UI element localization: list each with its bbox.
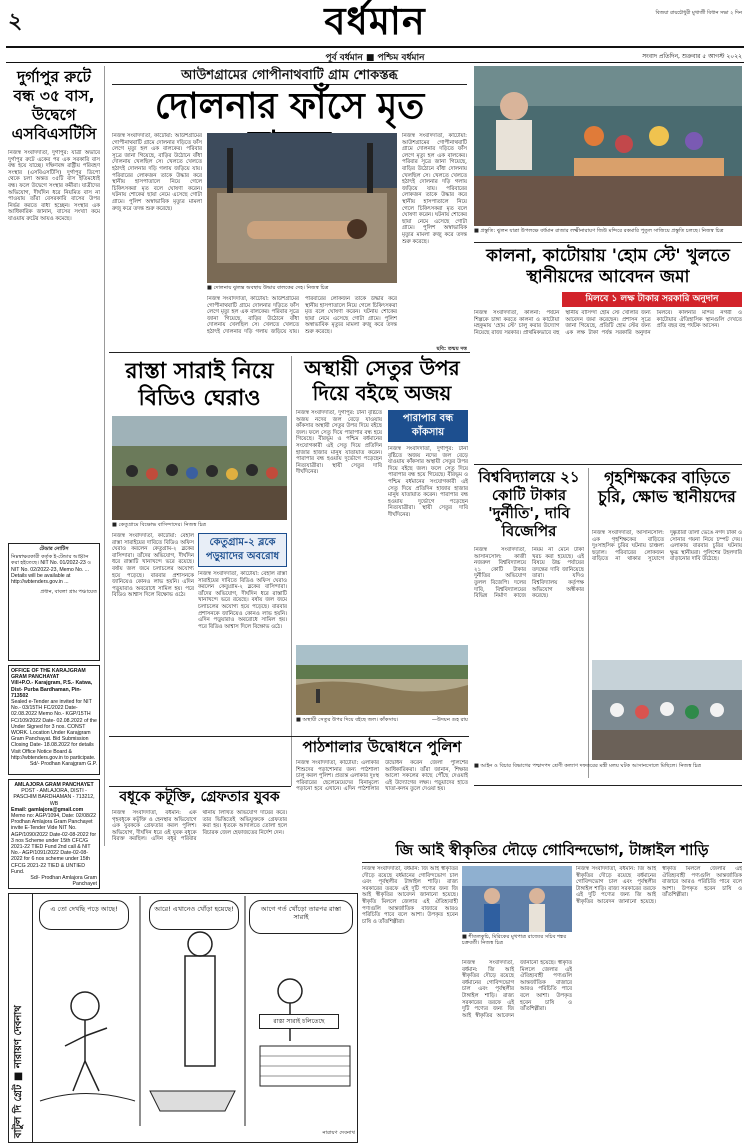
bridge-headline: অস্থায়ী সেতুর উপর দিয়ে বইছে অজয় — [304, 356, 460, 405]
notice3-body: Prodhan Amlajora Gram Panchayet invite E-Tender Vide NIT No. AGP/1090/2022 Date-02-08-2022 for 3 nos Scheme under 15th CFC/G 2021-22 TIED Fund 2nd call & NIT No.- AGP/1091/2022 Date-02-08-2022 for 6 nos scheme under 15th CFCG 2021-22 TIED & UNTIED Fund. — [11, 819, 97, 875]
dolna-headline: দোলনার ফাঁসে মৃত — [154, 86, 425, 127]
cartoon-credit: নারায়ণ দেবনাথ — [322, 1130, 355, 1136]
bridge-body-left: নিজস্ব সংবাদদাতা, দুর্গাপুর: টানা বৃষ্টিতে অজয় নদের জল বেড়ে যাওয়ায় কাঁকসার অস্থায়ী সেতুর উপর দিয়ে বইছে জল। ফলে সেতু দিয়ে পারাপার বন্ধ হয়ে গিয়েছে। বীরভূম ও পশ্চিম বর্ধমানের সংযোগকারী এই সেতু দিয়ে প্রতিদিন হাজার হাজার মানুষ যাতায়াত করেন। পারাপার বন্ধ হওয়ায় দুর্ভোগে পড়েছেন নিত্যযাত্রীরা। স্থায়ী সেতুর দাবি দীর্ঘদিনের। — [296, 410, 382, 476]
road-headline: রাস্তা সারাই নিয়ে বিডিও ঘেরাও — [125, 359, 274, 411]
cartoon-bubble-1: এ তো দেখছি পড়ে আছে! — [39, 900, 129, 930]
theft-body: নিজস্ব সংবাদদাতা, আসানসোল: এক গৃহশিক্ষকের বাড়িতে দুঃসাহসিক চুরির ঘটনায় চাঞ্চল্য ছড়াল। পরিবারের লোকজন বাড়িতে না থাকার সুযোগে দুষ্কৃতীরা তালা ভেঙে নগদ টাকা ও সোনার গয়না নিয়ে চম্পট দেয়। এলাকায় বারবার চুরির ঘটনায় ক্ষুব্ধ স্থানীয়রা। পুলিশের টহলদারি বাড়ানোর দাবি উঠেছে। — [592, 530, 742, 563]
university-body: নিজস্ব সংবাদদাতা, আসানসোল: কাজী নজরুল বিশ্ববিদ্যালয়ে ২১ কোটি টাকার দুর্নীতির অভিযোগ তুলল বিজেপি। দলের দাবি, বিশ্ববিদ্যালয়ের বিভিন্ন নির্মাণ কাজে নিয়ম না মেনে টাকা খরচ করা হয়েছে। এই বিষয়ে উচ্চ পর্যায়ের তদন্তের দাবি জানিয়েছে তারা। যদিও বিশ্ববিদ্যালয় কর্তৃপক্ষ অভিযোগ অস্বীকার করেছে। — [474, 547, 584, 600]
center-divider-1 — [109, 352, 470, 353]
notice3-heading: AMLAJORA GRAM PANCHAYET — [14, 782, 94, 788]
dolna-kicker-rule — [112, 84, 467, 85]
gi-body-left: নিজস্ব সংবাদদাতা, বর্ধমান: জি আই স্বীকৃতির দৌড়ে রয়েছে বর্ধমানের গোবিন্দভোগ চাল এবং পূর্বস্থলীর টাঙ্গাইল শাড়ি। রাজ্য সরকারের তরফে এই দুটি পণ্যের জন্য জি আই স্বীকৃতির আবেদন জানানো হয়েছে। স্বীকৃতি মিললে জেলার এই ঐতিহ্যবাহী পণ্যগুলি আন্তর্জাতিক বাজারে আরও পরিচিতি পাবে বলে আশা। উপকৃত হবেন চাষি ও তাঁতশিল্পীরা। — [362, 866, 458, 925]
road-photo — [112, 416, 287, 520]
arrest-rule — [109, 786, 291, 787]
road-inset-headline: কেতুগ্রাম-২ ব্লকে পড়ুয়াদের অবরোধ — [205, 537, 280, 562]
road-bridge-divider — [291, 356, 292, 786]
durgapur-body: নিজস্ব সংবাদদাতা, দুর্গাপুর: যাত্রী অভাবে দুর্গাপুর রুটে একের পর এক সরকারি বাস বন্ধ হয়ে যাচ্ছে। দক্ষিণবঙ্গ রাষ্ট্রীয় পরিবহণ সংস্থার (এসবিএসটিসি) দুর্গাপুর ডিপো থেকে চলা অন্তত ৩৫টি বাস ইতিমধ্যেই বন্ধ। ফলে উদ্বেগে সংস্থার কর্মীরা। যাত্রীদের অভিযোগ, দীর্ঘদিন ধরে নিয়মিত বাস না পাওয়ায় তাঁরা বেসরকারি বাসের উপর নির্ভর করতে বাধ্য হচ্ছেন। সংস্থার এক আধিকারিক জানান, বাসের সংখ্যা কমে যাওয়ায় রুটের আয়ও কমেছে। — [8, 150, 100, 222]
cartoon-sign: রাস্তা সারাই চলিতেছে — [259, 1014, 339, 1029]
bridge-caption: ■ অস্থায়ী সেতুর উপর দিয়ে বইছে জল। কাঁকসায়। — [296, 717, 399, 723]
bridge-subhead: পারাপার বন্ধ কাঁকসায় — [402, 413, 454, 438]
dolna-kicker: আউশগ্রামের গোপীনাথবাটি গ্রাম শোকস্তব্ধ — [181, 68, 398, 83]
bridge-credit: —উদয়ন গুহ রায় — [431, 717, 468, 723]
arrest-body: নিজস্ব সংবাদদাতা, বর্ধমান: এক গৃহবধূকে কটূক্তি ও হেনস্থার অভিযোগে এক যুবককে গ্রেফতার করল পুলিশ। অভিযোগ, দীর্ঘদিন ধরে ওই যুবক বধূকে বিরক্ত করছিল। এদিন বধূর পরিবার থানায় লিখিত অভিযোগ দায়ের করে। তার ভিত্তিতেই অভিযুক্তকে গ্রেফতার করা হয়। ধৃতকে আদালতে তোলা হলে বিচারক জেল হেফাজতের নির্দেশ দেন। — [112, 810, 287, 843]
police-rule — [109, 736, 469, 737]
cartoon-bubble-3: আগে গর্ত খোঁড়ো তারপর রাস্তা সারাই — [249, 900, 353, 934]
road-body-left: নিজস্ব সংবাদদাতা, কাটোয়া: বেহাল রাস্তা সারাইয়ের দাবিতে বিডিও অফিস ঘেরাও করলেন কেতুগ্রাম-২ ব্লকের বাসিন্দারা। তাঁদের অভিযোগ, দীর্ঘদিন ধরে রাস্তাটি খানাখন্দে ভরে রয়েছে। বর্ষায় জল জমে চলাচলের অযোগ্য হয়ে পড়েছে। বারবার প্রশাসনকে জানিয়েও কোনও লাভ হয়নি। এদিন পড়ুয়ারাও অবরোধে সামিল হয়। পরে বিডিও আশ্বাস দিলে বিক্ষোভ ওঠে। — [112, 533, 194, 599]
cartoon-frame — [8, 893, 358, 1143]
notice1-body: নিম্নস্বাক্ষরকারী কর্তৃক ই-টেন্ডার আহ্বান করা হইতেছে। NIT No. 01/2022-23 ও NIT No. 02/2022-23, Memo No. ... Details will be available at http://wbtenders.gov.in ... — [11, 554, 92, 586]
university-box-border — [474, 464, 742, 465]
dolna-body-left: নিজস্ব সংবাদদাতা, কাটোয়া: আউশগ্রামের গোপীনাথবাটি গ্রামে দোলনার দড়িতে ফাঁস লেগে মৃত্যু হল এক বালকের। পরিবার সূত্রে জানা গিয়েছে, বাড়ির উঠোনে বাঁধা দোলনায় খেলছিল সে। খেলতে খেলতে হঠাৎই দোলনার দড়ি গলায় জড়িয়ে যায়। পরিবারের লোকজন তাকে উদ্ধার করে স্থানীয় হাসপাতালে নিয়ে গেলে চিকিৎসকরা মৃত বলে ঘোষণা করেন। ঘটনায় শোকের ছায়া নেমে এসেছে গোটা গ্রামে। পুলিশ অস্বাভাবিক মৃত্যুর মামলা রুজু করে তদন্ত শুরু করেছে। — [112, 133, 202, 212]
left-column-divider — [104, 66, 105, 846]
gi-headline: জি আই স্বীকৃতির দৌড়ে গোবিন্দভোগ, টাঙ্গাইল শাড়ি — [395, 841, 709, 859]
arrest-headline: বধূকে কটূক্তি, গ্রেফতার যুবক — [119, 789, 280, 805]
masthead-title: বর্ধমান — [324, 0, 426, 43]
road-photo-illustration — [112, 416, 287, 520]
bridge-subhead-banner — [388, 410, 468, 442]
notice2-body: Sealed e-Tender are invited for NIT No.- 03/15TH FC/2022 Date-02.08.2022 Memo No.- KGP/15TH FC/109/2022 Date- 02.08.2022 of the Under Signed for 3 nos. CONST WORK. Location Under Karajgram Gram Panchayat. Bid Submission Closing Date- 18.08.2022 for details Visit Office Notice Board & http://wbtenders.gov.in to participate. — [11, 699, 97, 761]
bridge-photo-illustration — [296, 645, 468, 715]
edition-info: বিজয়া রায়চৌধুরী মুখার্জী বিধান সভা ২ দিন — [655, 10, 742, 16]
notice2-signature: Sd/- Prodhan Karajgram G.P. — [29, 761, 97, 768]
kalna-photo — [474, 66, 742, 226]
notice1-signature: প্রধান, বাবলা গ্রাম পঞ্চায়েত — [40, 589, 97, 596]
dolna-byline: ছবি: তন্ময় দত্ত — [436, 346, 467, 352]
tender-notice-2 — [8, 665, 100, 775]
theft-caption: ■ আইন ও বিচার বিভাগের পশ্চাদপদ শ্রেণী কল্যাণ দফতরের মন্ত্রী মলয় ঘটক আসানসোলে মিছিলে। নিজস্ব চিত্র — [474, 763, 702, 769]
gi-photo — [462, 866, 572, 932]
durgapur-headline: দুর্গাপুর রুটে বন্ধ ৩৫ বাস, উদ্বেগে এসবিএসটিসি — [11, 68, 97, 143]
gi-photo-illustration — [462, 866, 572, 932]
gi-body-middle: নিজস্ব সংবাদদাতা, বর্ধমান: জি আই স্বীকৃতির দৌড়ে রয়েছে বর্ধমানের গোবিন্দভোগ চাল এবং পূর্বস্থলীর টাঙ্গাইল শাড়ি। রাজ্য সরকারের তরফে এই দুটি পণ্যের জন্য জি আই স্বীকৃতির আবেদন জানানো হয়েছে। স্বীকৃতি মিললে জেলার এই ঐতিহ্যবাহী পণ্যগুলি আন্তর্জাতিক বাজারে আরও পরিচিতি পাবে বলে আশা। উপকৃত হবেন চাষি ও তাঁতশিল্পীরা। — [462, 960, 572, 1019]
dolna-photo — [207, 133, 397, 283]
masthead-date: সংবাদ প্রতিদিন, শুক্রবার ৫ আগস্ট ২০২২ — [642, 53, 742, 60]
road-inset-box — [198, 533, 287, 567]
theft-headline: গৃহশিক্ষকের বাড়িতে চুরি, ক্ষোভ স্থানীয়দের — [598, 468, 736, 506]
cartoon-bubble-2: আরে! এখানেও খোঁড়া হয়েছে! — [149, 900, 239, 930]
notice1-heading: টেন্ডার নোটিস — [39, 546, 69, 552]
university-headline: বিশ্ববিদ্যালয়ে ২১ কোটি টাকার 'দুর্নীতি', দাবি বিজেপির — [478, 468, 580, 540]
bridge-body-right: নিজস্ব সংবাদদাতা, দুর্গাপুর: টানা বৃষ্টিতে অজয় নদের জল বেড়ে যাওয়ায় কাঁকসার অস্থায়ী সেতুর উপর দিয়ে বইছে জল। ফলে সেতু দিয়ে পারাপার বন্ধ হয়ে গিয়েছে। বীরভূম ও পশ্চিম বর্ধমানের সংযোগকারী এই সেতু দিয়ে প্রতিদিন হাজার হাজার মানুষ যাতায়াত করেন। পারাপার বন্ধ হওয়ায় দুর্ভোগে পড়েছেন নিত্যযাত্রীরা। স্থায়ী সেতুর দাবি দীর্ঘদিনের। — [388, 446, 468, 518]
page-number: ২ — [8, 8, 23, 34]
masthead-rule — [6, 46, 744, 48]
gi-body-right: নিজস্ব সংবাদদাতা, বর্ধমান: জি আই স্বীকৃতির দৌড়ে রয়েছে বর্ধমানের গোবিন্দভোগ চাল এবং পূর্বস্থলীর টাঙ্গাইল শাড়ি। রাজ্য সরকারের তরফে এই দুটি পণ্যের জন্য জি আই স্বীকৃতির আবেদন জানানো হয়েছে। স্বীকৃতি মিললে জেলার এই ঐতিহ্যবাহী পণ্যগুলি আন্তর্জাতিক বাজারে আরও পরিচিতি পাবে বলে আশা। উপকৃত হবেন চাষি ও তাঁতশিল্পীরা। — [576, 866, 742, 905]
tender-notice-3 — [8, 779, 100, 889]
notice3-memo: Memo no: AGP/1094, Date: 02/08/22 — [11, 813, 97, 820]
notice2-heading: OFFICE OF THE KARAJGRAM GRAM PANCHAYAT — [11, 668, 86, 681]
masthead-rule-bottom — [6, 62, 744, 63]
bridge-photo — [296, 645, 468, 715]
theft-photo — [592, 660, 742, 760]
dolna-body-right: নিজস্ব সংবাদদাতা, কাটোয়া: আউশগ্রামের গোপীনাথবাটি গ্রামে দোলনার দড়িতে ফাঁস লেগে মৃত্যু হল এক বালকের। পরিবার সূত্রে জানা গিয়েছে, বাড়ির উঠোনে বাঁধা দোলনায় খেলছিল সে। খেলতে খেলতে হঠাৎই দোলনার দড়ি গলায় জড়িয়ে যায়। পরিবারের লোকজন তাকে উদ্ধার করে স্থানীয় হাসপাতালে নিয়ে গেলে চিকিৎসকরা মৃত বলে ঘোষণা করেন। ঘটনায় শোকের ছায়া নেমে এসেছে গোটা গ্রামে। পুলিশ অস্বাভাবিক মৃত্যুর মামলা রুজু করে তদন্ত শুরু করেছে। — [402, 133, 467, 245]
masthead-subtitle: পূর্ব বর্ধমান ■ পশ্চিম বর্ধমান — [325, 53, 425, 63]
notice3-signature: Sd/- Prodhan Amlajora Gram Panchayet — [30, 875, 97, 888]
police-headline: পাঠশালার উদ্বোধনে পুলিশ — [302, 738, 462, 756]
road-caption: ■ কেতুগ্রামে বিক্ষোভ বাসিন্দাদের। নিজস্ব চিত্র — [112, 522, 207, 528]
dolna-caption: ■ দোলনায় ঝুলন্ত অবস্থায় উদ্ধার বালকের দেহ। নিজস্ব চিত্র — [207, 285, 329, 291]
road-body-right: নিজস্ব সংবাদদাতা, কাটোয়া: বেহাল রাস্তা সারাইয়ের দাবিতে বিডিও অফিস ঘেরাও করলেন কেতুগ্রাম-২ ব্লকের বাসিন্দারা। তাঁদের অভিযোগ, দীর্ঘদিন ধরে রাস্তাটি খানাখন্দে ভরে রয়েছে। বর্ষায় জল জমে চলাচলের অযোগ্য হয়ে পড়েছে। বারবার প্রশাসনকে জানিয়েও কোনও লাভ হয়নি। এদিন পড়ুয়ারাও অবরোধে সামিল হয়। পরে বিডিও আশ্বাস দিলে বিক্ষোভ ওঠে। — [198, 571, 287, 630]
police-body: নিজস্ব সংবাদদাতা, কাটোয়া: এলাকার শিশুদের পড়াশোনার জন্য পাঠশালা চালু করল পুলিশ। প্রত্যন্ত এলাকার দুঃস্থ পরিবারের ছেলেমেয়েদের বিনামূল্যে পড়ানো হবে এখানে। এদিন পাঠশালার উদ্বোধন করেন জেলা পুলিশের আধিকারিকরা। তাঁরা জানান, শিক্ষার আলো সকলের কাছে পৌঁছে দেওয়াই এই উদ্যোগের লক্ষ্য। পড়ুয়াদের হাতে খাতা-কলম তুলে দেওয়া হয়। — [296, 760, 468, 793]
kalna-photo-illustration — [474, 66, 742, 226]
tender-notice-1 — [8, 543, 100, 661]
kalna-headline: কালনা, কাটোয়ায় 'হোম স্টে' খুলতে স্থানীয়দের আবেদন জমা — [486, 246, 730, 287]
gi-headline-rule — [362, 862, 742, 863]
gi-caption: ■ শীতলকুচি, মিরিকের মুখপাত্র রাজ্যের সচিব শঙ্কর চক্রবর্তী। নিজস্ব চিত্র — [462, 934, 567, 947]
kalna-rule — [474, 242, 742, 243]
dolna-photo-illustration — [207, 133, 397, 283]
univ-theft-divider — [588, 468, 589, 778]
notice3-address: POST - AMLAJORA, DISTI - PASCHIM BARDHAMAN - 713212, WB — [13, 788, 95, 807]
dolna-body-bottom: নিজস্ব সংবাদদাতা, কাটোয়া: আউশগ্রামের গোপীনাথবাটি গ্রামে দোলনার দড়িতে ফাঁস লেগে মৃত্যু হল এক বালকের। পরিবার সূত্রে জানা গিয়েছে, বাড়ির উঠোনে বাঁধা দোলনায় খেলছিল সে। খেলতে খেলতে হঠাৎই দোলনার দড়ি গলায় জড়িয়ে যায়। পরিবারের লোকজন তাকে উদ্ধার করে স্থানীয় হাসপাতালে নিয়ে গেলে চিকিৎসকরা মৃত বলে ঘোষণা করেন। ঘটনায় শোকের ছায়া নেমে এসেছে গোটা গ্রামে। পুলিশ অস্বাভাবিক মৃত্যুর মামলা রুজু করে তদন্ত শুরু করেছে। — [207, 296, 397, 335]
kalna-subhead: মিলবে ১ লক্ষ টাকার সরকারি অনুদান — [585, 294, 719, 304]
kalna-subhead-banner — [562, 292, 742, 307]
notice3-email: Email: gamlajora@gmail.com — [11, 806, 84, 813]
theft-photo-illustration — [592, 660, 742, 760]
kalna-body: নিজস্ব সংবাদদাতা, কালনা: পর্যটন শিল্পকে চাঙ্গা করতে কালনা ও কাটোয়া মহকুমায় 'হোম স্টে' চালু করার উদ্যোগ নিয়েছে রাজ্য সরকার। প্রাথমিকভাবে বহু স্থানীয় বাসিন্দা হোম স্টে খোলার জন্য আবেদন জমা করেছেন। প্রশাসন সূত্রে জানা গিয়েছে, প্রতিটি হোম স্টের জন্য এক লক্ষ টাকা পর্যন্ত সরকারি অনুদান মিলবে। কালনার মন্দির নগরী ও কাটোয়ার ঐতিহাসিক স্থানগুলি দেখতে প্রতি বছর বহু পর্যটক আসেন। — [474, 310, 742, 336]
kalna-caption: ■ প্রস্তুতি: ঝুলন যাত্রা উপলক্ষে বর্ধমান রাজার লক্ষ্মীনারায়ণ জিউ মন্দিরে রকমারি পুতুল সাজিয়ে প্রস্তুতি চলছে। নিজস্ব চিত্র — [474, 228, 724, 234]
gi-rule — [474, 785, 742, 786]
cartoon-strip-label: বাটুল দি গ্রেট ■ নারায়ণ দেবনাথ — [13, 1005, 24, 1138]
cartoon-strip-label-bar — [9, 894, 33, 1142]
notice2-address: Vill+P.O.- Karajgram, P.S.- Katwa, Dist- Purba Bardhaman, Pin- 713502 — [11, 680, 93, 699]
